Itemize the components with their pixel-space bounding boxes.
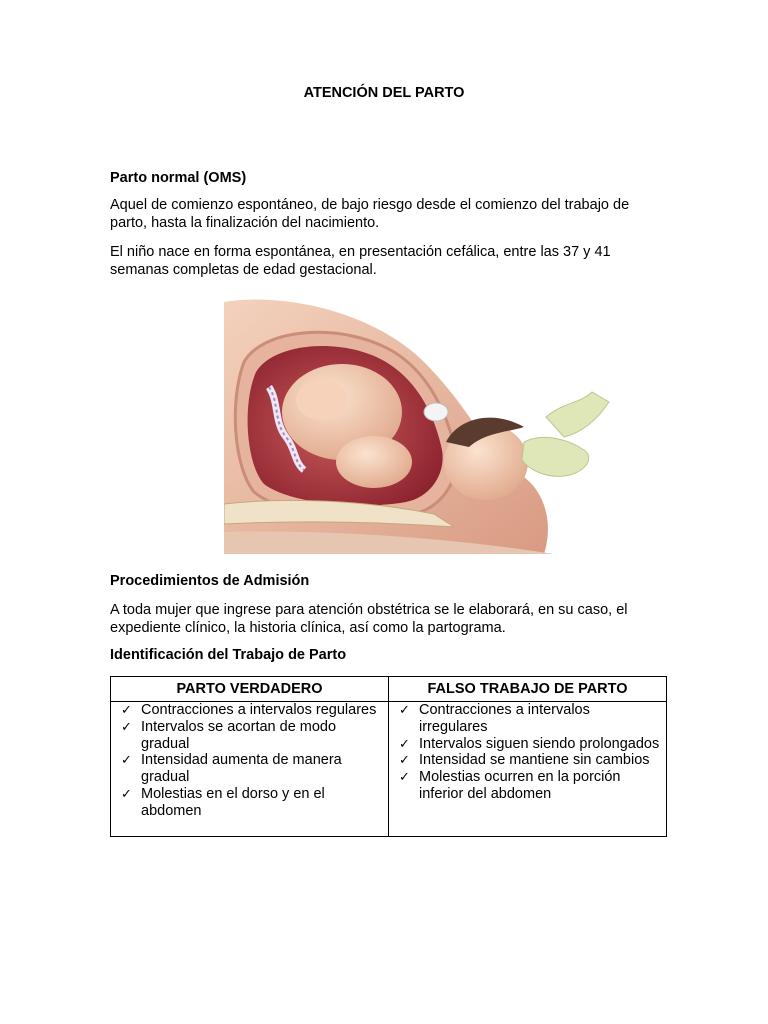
checkmark-icon: ✓ [121, 785, 132, 801]
paragraph-definition: Aquel de comienzo espontáneo, de bajo riesgo desde el comienzo del trabajo de parto, hasta la finalización del nacimiento. [110, 197, 630, 231]
section-heading-admision: Procedimientos de Admisión [110, 573, 310, 589]
section-heading-parto-normal: Parto normal (OMS) [110, 170, 247, 186]
checkmark-icon: ✓ [399, 752, 410, 768]
page-title: ATENCIÓN DEL PARTO [303, 85, 465, 101]
checkmark-icon: ✓ [399, 735, 410, 751]
checkmark-icon: ✓ [121, 752, 132, 768]
checkmark-icon: ✓ [399, 702, 410, 717]
list-item: ✓ Molestias en el dorso y en el abdomen [121, 785, 325, 819]
childbirth-illustration [224, 292, 614, 554]
checkmark-icon: ✓ [399, 769, 410, 785]
header-parto-verdadero: PARTO VERDADERO [111, 677, 389, 702]
column-falso-trabajo [389, 702, 667, 837]
list-item: ✓ Contracciones a intervalos regulares [121, 702, 377, 718]
labor-comparison-table [110, 676, 667, 837]
section-heading-identificacion: Identificación del Trabajo de Parto [110, 647, 347, 663]
list-item: ✓ Molestias ocurren en la porción inferior del abdomen [399, 769, 621, 802]
paragraph-admision: A toda mujer que ingrese para atención obstétrica se le elaborará, en su caso, el expediente clínico, la historia clínica, así como la partograma. [110, 602, 628, 636]
list-item: ✓ Intensidad aumenta de manera gradual [121, 752, 342, 786]
checkmark-icon: ✓ [121, 702, 132, 717]
list-item: ✓ Intervalos siguen siendo prolongados [399, 735, 660, 752]
list-item: ✓ Intervalos se acortan de modo gradual [121, 718, 337, 752]
paragraph-presentation: El niño nace en forma espontánea, en presentación cefálica, entre las 37 y 41 semanas completas de edad gestacional. [110, 244, 611, 278]
list-item: ✓ Intensidad se mantiene sin cambios [399, 752, 650, 769]
header-falso-trabajo: FALSO TRABAJO DE PARTO [389, 677, 667, 702]
checkmark-icon: ✓ [121, 718, 132, 734]
list-item: ✓ Contracciones a intervalos irregulares [399, 702, 590, 735]
column-parto-verdadero [111, 702, 389, 837]
